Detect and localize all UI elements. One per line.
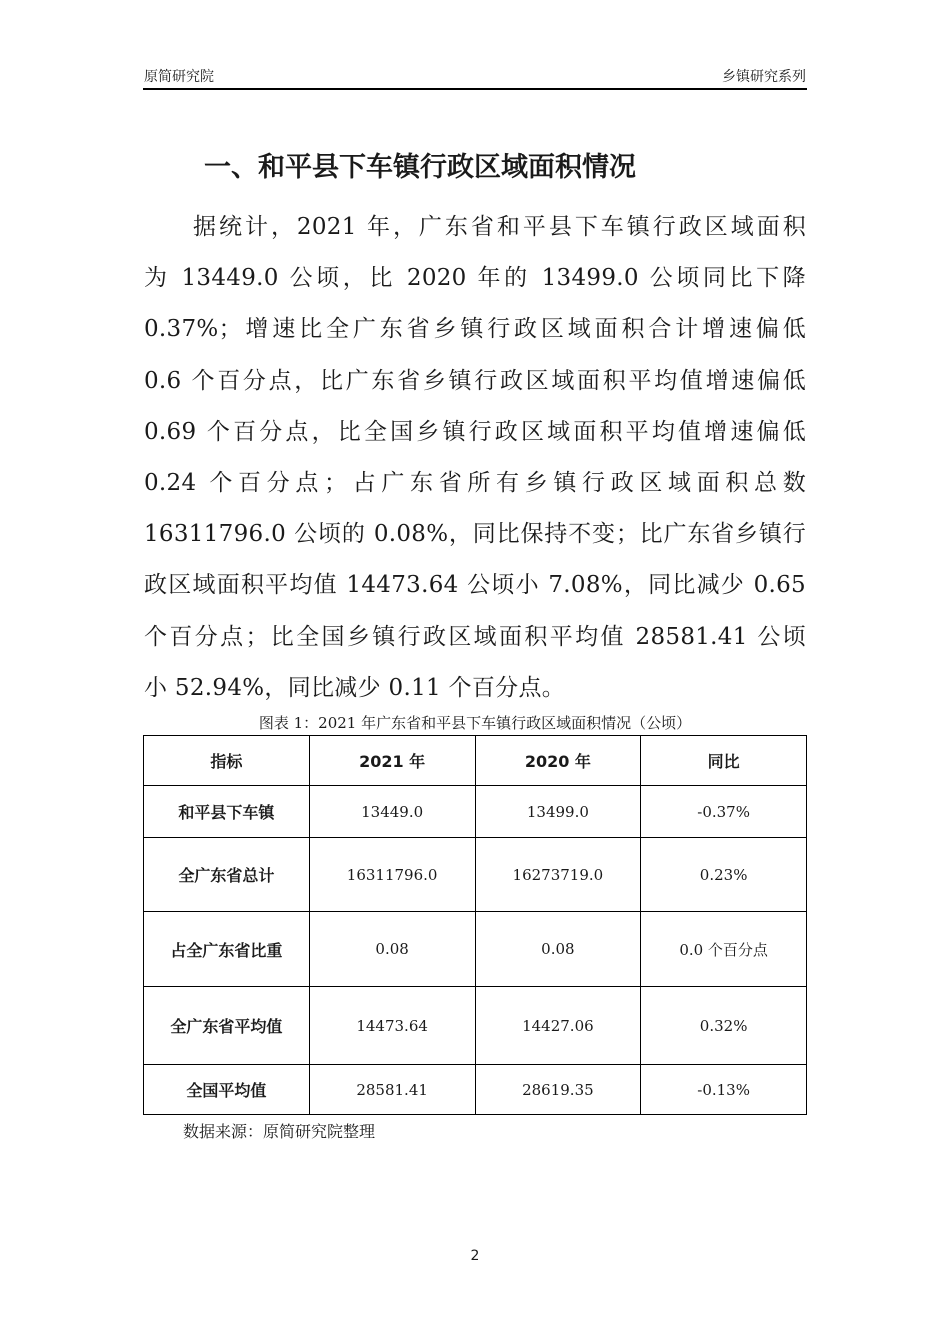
- cell-yoy: 0.32%: [641, 987, 807, 1065]
- row-label: 占全广东省比重: [144, 912, 310, 987]
- column-header-yoy: 同比: [641, 736, 807, 786]
- column-header-2020: 2020 年: [475, 736, 641, 786]
- cell-2021: 16311796.0: [309, 838, 475, 912]
- table-row: [144, 786, 807, 838]
- paragraph-line: 0.6 个百分点，比广东省乡镇行政区域面积平均值增速偏低: [144, 367, 806, 394]
- row-label: 和平县下车镇: [144, 786, 310, 838]
- paragraph-line: 政区域面积平均值 14473.64 公顷小 7.08%，同比减少 0.65: [144, 572, 806, 599]
- header-divider: [143, 88, 807, 90]
- cell-2021: 13449.0: [309, 786, 475, 838]
- row-label: 全广东省平均值: [144, 987, 310, 1065]
- cell-2020: 14427.06: [475, 987, 641, 1065]
- paragraph-line: 0.37%；增速比全广东省乡镇行政区域面积合计增速偏低: [144, 316, 806, 343]
- cell-2021: 0.08: [309, 912, 475, 987]
- table-row: [144, 1065, 807, 1115]
- paragraph-line: 据统计，2021 年，广东省和平县下车镇行政区域面积: [193, 214, 806, 240]
- cell-2020: 28619.35: [475, 1065, 641, 1115]
- paragraph-line: 16311796.0 公顷的 0.08%，同比保持不变；比广东省乡镇行: [144, 521, 806, 548]
- cell-2021: 28581.41: [309, 1065, 475, 1115]
- cell-2020: 16273719.0: [475, 838, 641, 912]
- area-data-table: [143, 735, 807, 1115]
- paragraph-line: 0.24 个百分点；占广东省所有乡镇行政区域面积总数: [144, 470, 806, 497]
- table-row: [144, 987, 807, 1065]
- paragraph-line: 为 13449.0 公顷，比 2020 年的 13499.0 公顷同比下降: [144, 265, 806, 292]
- section-heading: 一、和平县下车镇行政区域面积情况: [204, 152, 636, 183]
- column-header-indicator: 指标: [144, 736, 310, 786]
- table-row: [144, 912, 807, 987]
- table-row: [144, 838, 807, 912]
- cell-yoy: 0.23%: [641, 838, 807, 912]
- cell-2020: 0.08: [475, 912, 641, 987]
- cell-2020: 13499.0: [475, 786, 641, 838]
- cell-yoy: -0.37%: [641, 786, 807, 838]
- table-header-row: [144, 736, 807, 786]
- data-source-note: 数据来源：原简研究院整理: [183, 1122, 376, 1141]
- header-series-name: 乡镇研究系列: [722, 69, 806, 85]
- column-header-2021: 2021 年: [309, 736, 475, 786]
- cell-yoy: 0.0 个百分点: [641, 912, 807, 987]
- table-caption: 图表 1：2021 年广东省和平县下车镇行政区域面积情况（公顷）: [258, 714, 692, 732]
- paragraph-line: 0.69 个百分点，比全国乡镇行政区域面积平均值增速偏低: [144, 418, 806, 445]
- cell-yoy: -0.13%: [641, 1065, 807, 1115]
- cell-2021: 14473.64: [309, 987, 475, 1065]
- paragraph-line: 小 52.94%，同比减少 0.11 个百分点。: [144, 674, 566, 701]
- row-label: 全国平均值: [144, 1065, 310, 1115]
- page-number: 2: [470, 1248, 480, 1264]
- body-paragraph: [144, 202, 806, 714]
- row-label: 全广东省总计: [144, 838, 310, 912]
- paragraph-line: 个百分点；比全国乡镇行政区域面积平均值 28581.41 公顷: [144, 623, 806, 650]
- header-org-name: 原简研究院: [144, 69, 214, 85]
